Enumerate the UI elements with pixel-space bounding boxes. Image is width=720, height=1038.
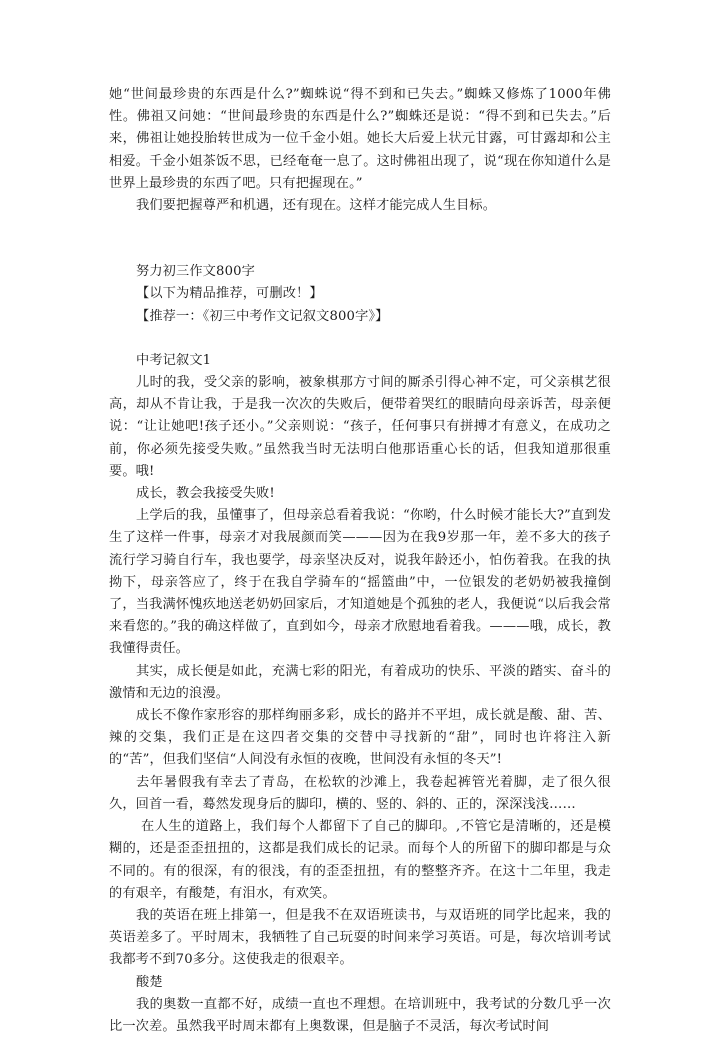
essay-title: 中考记叙文1 (136, 352, 212, 368)
body-paragraph: 儿时的我，受父亲的影响，被象棋那方寸间的厮杀引得心神不定，可父亲棋艺很高，却从不肯让我，于是我一次次的失败后，便带着哭红的眼睛向母亲诉苦，母亲便说：“让让她吧!孩子还小。”父亲则说：“孩子，任何事只有拼搏才有意义，在成功之前，你必须先接受失败。”虽然我当时无法明白他那语重心长的话，但我知道那很重要。哦! (109, 375, 611, 479)
article-title: 努力初三作文800字 (136, 264, 255, 280)
section-gap (109, 328, 611, 350)
body-paragraph: 上学后的我，虽懂事了，但母亲总看着我说：“你哟，什么时候才能长大?”直到发生了这样一件事，母亲才对我展颜而笑———因为在我9岁那一年，差不多大的孩子流行学习骑自行车，我也要学，母亲坚决反对，说我年龄还小，怕伤着我。在我的执拗下，母亲答应了，终于在我自学骑车的“摇篮曲”中，一位银发的老奶奶被我撞倒了，当我满怀愧疚地送老奶奶回家后，才知道她是个孤独的老人，我便说“以后我会常来看您的。”我的确这样做了，直到如今，母亲才欣慰地看着我。———哦，成长，教我懂得责任。 (109, 508, 611, 657)
recommendation-note: 【以下为精品推荐，可删改！】 (136, 286, 323, 302)
body-paragraph: 我们要把握尊严和机遇，还有现在。这样才能完成人生目标。 (136, 198, 497, 214)
body-paragraph: 她“世间最珍贵的东西是什么?”蜘蛛说“得不到和已失去。”蜘蛛又修炼了1000年佛性。佛祖又问她：“世间最珍贵的东西是什么?”蜘蛛还是说：“得不到和已失去。”后来，佛祖让她投胎转世成为一位千金小姐。她长大后爱上状元甘露，可甘露却和公主相爱。千金小姐茶饭不思，已经奄奄一息了。这时佛祖出现了，说“现在你知道什么是世界上最珍贵的东西了吧。只有把握现在。” (109, 87, 611, 191)
body-paragraph: 在人生的道路上，我们每个人都留下了自己的脚印。,不管它是清晰的，还是模糊的，还是歪歪扭扭的，这都是我们成长的记录。而每个人的所留下的脚印都是与众不同的。有的很深，有的很浅，有的歪歪扭扭，有的整整齐齐。在这十二年里，我走的有艰辛，有酸楚，有泪水，有欢笑。 (109, 819, 611, 901)
body-paragraph: 成长不像作家形容的那样绚丽多彩，成长的路并不平坦，成长就是酸、甜、苦、辣的交集，我们正是在这四者交集的交替中寻找新的“甜”，同时也许将注入新的“苦”，但我们坚信“人间没有永恒的夜晚，世间没有永恒的冬天”! (109, 708, 611, 768)
section-gap (109, 217, 611, 261)
recommendation-heading: 【推荐一：《初三中考作文记叙文800字》】 (136, 308, 389, 324)
body-paragraph: 成长，教会我接受失败! (136, 486, 275, 502)
body-paragraph: 我的英语在班上排第一，但是我不在双语班读书，与双语班的同学比起来，我的英语差多了。平时周末，我牺牲了自己玩耍的时间来学习英语。可是，每次培训考试我都考不到70多分。这使我走的很艰辛。 (109, 907, 611, 968)
body-paragraph: 去年暑假我有幸去了青岛，在松软的沙滩上，我卷起裤管光着脚，走了很久很久，回首一看，蓦然发现身后的脚印，横的、竖的、斜的、正的，深深浅浅…… (109, 774, 611, 812)
body-paragraph: 其实，成长便是如此，充满七彩的阳光，有着成功的快乐、平淡的踏实、奋斗的激情和无边的浪漫。 (109, 663, 611, 701)
body-paragraph: 我的奥数一直都不好，成绩一直也不理想。在培训班中，我考试的分数几乎一次比一次差。虽然我平时周末都有上奥数课，但是脑子不灵活，每次考试时间 (109, 996, 611, 1034)
document-page (109, 84, 611, 1038)
section-subheading: 酸楚 (136, 974, 163, 990)
